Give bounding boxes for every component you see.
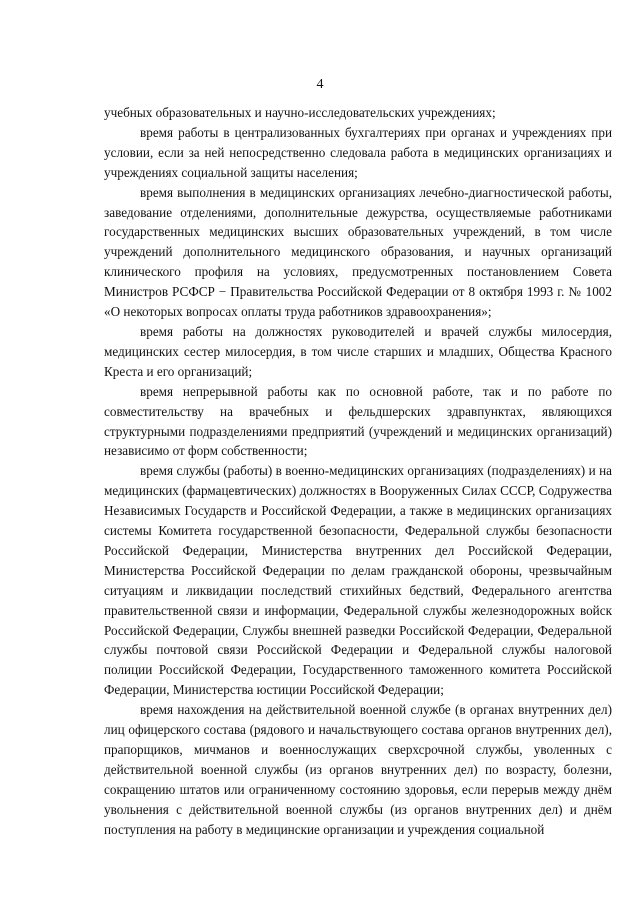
- paragraph-active-military-service: время нахождения на действительной военной службе (в органах внутренних дел) лиц офицерского состава (рядового и начальствующего состава органов внутренних дел), прапорщиков, мичманов и военнослужащих сверхсрочной службы, уволенных с действительной военной службы (из органов внутренних дел) по возрасту, болезни, сокращению штатов или ограниченному состоянию здоровья, если перерыв между днём увольнения с действительной военной службы (из органов внутренних дел) и днём поступления на работу в медицинские организации и учреждения социальной: [104, 702, 612, 837]
- document-body: [104, 103, 612, 840]
- paragraph-red-cross: время работы на должностях руководителей и врачей службы милосердия, медицинских сестер милосердия, в том числе старших и младших, Общества Красного Креста и его организаций;: [104, 323, 612, 379]
- page-number: 4: [316, 77, 324, 92]
- paragraph-health-posts: время непрерывной работы как по основной работе, так и по работе по совместительству на врачебных и фельдшерских здравпунктах, являющихся структурными подразделениями предприятий (учреждений и медицинских организаций) независимо от форм собственности;: [104, 383, 612, 459]
- paragraph-accounting-work: время работы в централизованных бухгалтериях при органах и учреждениях при условии, если за ней непосредственно следовала работа в медицинских организациях и учреждениях социальной защиты населения;: [104, 124, 612, 180]
- paragraph-clinical-work: время выполнения в медицинских организациях лечебно-диагностической работы, заведование отделениями, дополнительные дежурства, осуществляемые работниками государственных медицинских высших образовательных учреждений, в том числе учреждений дополнительного медицинского образования, и научных организаций клинического профиля на условиях, предусмотренных постановлением Совета Министров РСФСР − Правительства Российской Федерации от 8 октября 1993 г. № 1002 «О некоторых вопросах оплаты труда работников здравоохранения»;: [104, 184, 612, 320]
- paragraph-continuation: учебных образовательных и научно-исследовательских учреждениях;: [104, 105, 496, 120]
- paragraph-military-medical-service: время службы (работы) в военно-медицинских организациях (подразделениях) и на медицинских (фармацевтических) должностях в Вооруженных Силах СССР, Содружества Независимых Государств и Российской Федерации, а также в медицинских организациях системы Комитета государственной безопасности, Федеральной службы безопасности Российской Федерации, Министерства внутренних дел Российской Федерации, Министерства Российской Федерации по делам гражданской обороны, чрезвычайным ситуациям и ликвидации последствий стихийных бедствий, Федерального агентства правительственной связи и информации, Федеральной службы железнодорожных войск Российской Федерации, Службы внешней разведки Российской Федерации, Федеральной службы почтовой связи Российской Федерации и Федеральной службы налоговой полиции Российской Федерации, Государственного таможенного комитета Российской Федерации, Министерства юстиции Российской Федерации;: [104, 463, 612, 698]
